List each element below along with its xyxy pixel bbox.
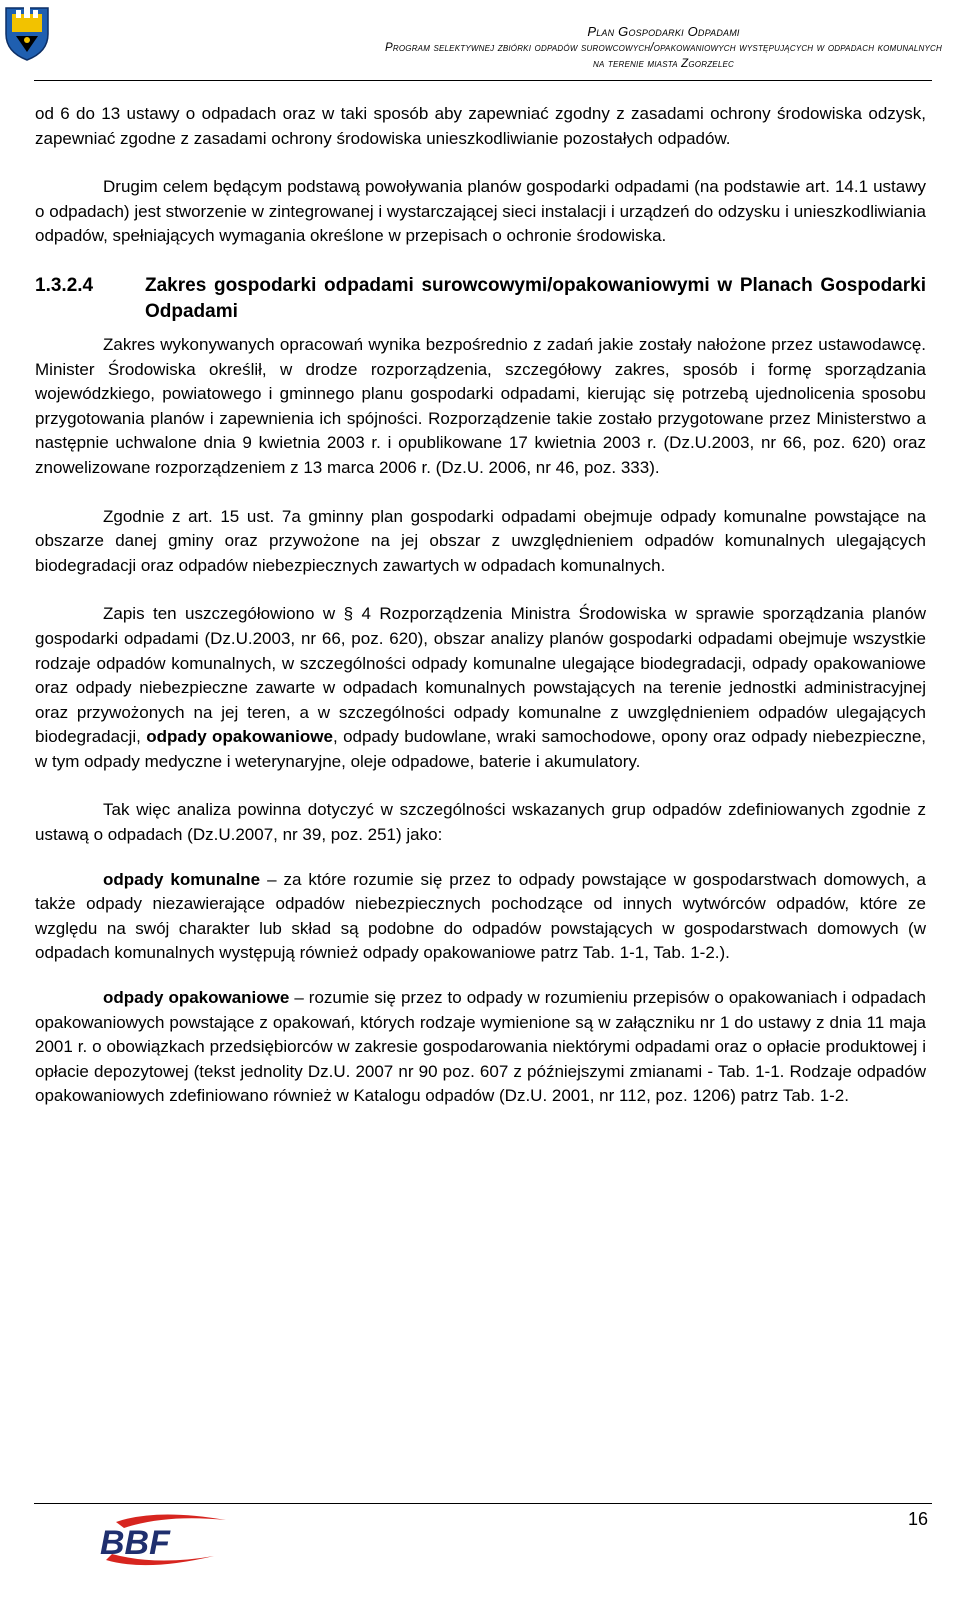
section-number: 1.3.2.4 [35,274,94,296]
footer-divider [34,1503,932,1504]
term-packaging-waste: odpady opakowaniowe [103,988,290,1008]
definition-municipal-waste-text: – za które rozumie się przez to odpady powstające w gospodarstwach domowych, a także odpady niezawierające odpadów niebezpiecznych pochodzące od innych wytwórców odpadów, które ze względu na swój charakter lub skład są podobne do odpadów powstających w gospodarstwach domowych (w odpadach komunalnych występują również odpady opakowaniowe patrz Tab. 1-1, Tab. 1-2.). [35,869,926,963]
paragraph-6: Tak więc analiza powinna dotyczyć w szczególności wskazanych grup odpadów zdefiniowanych zgodnie z ustawą o odpadach (Dz.U.2007, nr 39, poz. 251) jako: [35,800,926,845]
document-body [35,102,926,1133]
city-crest-icon [2,0,52,62]
section-heading [35,273,926,325]
header-title: Plan Gospodarki Odpadami [587,24,740,39]
paragraph-2: Drugim celem będącym podstawą powoływania planów gospodarki odpadami (na podstawie art. 14.1 ustawy o odpadach) jest stworzenie w zintegrowanej i wystarczającej sieci instalacji i urządzeń do odzysku i unieszkodliwiania odpadów, spełniających wymagania określone w przepisach o ochronie środowiska. [35,177,926,246]
header-subtitle-1: Program selektywnej zbiórki odpadów surowcowych/opakowaniowych występujących w odpadach komunalnych [385,42,942,54]
paragraph-5-bold: odpady opakowaniowe [146,727,333,747]
header-subtitle-2: na terenie miasta Zgorzelec [593,58,734,70]
header-divider [34,80,932,81]
definition-packaging-waste-text: – rozumie się przez to odpady w rozumieniu przepisów o opakowaniach i odpadach opakowaniowych powstające z opakowań, których rodzaje wymienione są w załączniku nr 1 do ustawy z dnia 11 maja 2001 r. o obowiązkach przedsiębiorców w zakresie gospodarowania niektórymi odpadami oraz o opłacie produktowej i opłacie depozytowej (tekst jednolity Dz.U. 2007 nr 90 poz. 607 z późniejszymi zmianami - Tab. 1-1. Rodzaje odpadów opakowaniowych zdefiniowano również w Katalogu odpadów (Dz.U. 2001, nr 112, poz. 1206) patrz Tab. 1-2. [35,988,926,1106]
term-municipal-waste: odpady komunalne [103,869,261,889]
section-title: Zakres gospodarki odpadami surowcowymi/opakowaniowymi w Planach Gospodarki Odpadami [145,274,926,322]
paragraph-1: od 6 do 13 ustawy o odpadach oraz w taki sposób aby zapewniać zgodny z zasadami ochrony środowiska odzysk, zapewniać zgodne z zasadami ochrony środowiska unieszkodliwianie pozostałych odpadów. [35,104,926,148]
page-header [0,0,960,82]
logo-text: BBF [100,1524,170,1562]
bbf-logo-icon [86,1510,236,1572]
paragraph-5-text-a: Zapis ten uszczegółowiono w § 4 Rozporządzenia Ministra Środowiska w sprawie sporządzania planów gospodarki odpadami (Dz.U.2003, nr 66, poz. 620), obszar analizy planów gospodarki odpadami obejmuje wszystkie rodzaje odpadów komunalnych, w szczególności odpady komunalne ulegające biodegradacji, odpady opakowaniowe oraz odpady niebezpieczne zawarte w odpadach komunalnych powstających na terenie jednostki administracyjnej oraz przywożonych na jej teren, a w szczególności odpady komunalne z uwzględnieniem odpadów ulegających biodegradacji, [35,604,926,747]
definition-municipal-waste [35,868,926,966]
paragraph-3: Zakres wykonywanych opracowań wynika bezpośrednio z zadań jakie zostały nałożone przez ustawodawcę. Minister Środowiska określił, w drodze rozporządzenia, szczegółowy zakres, sposób i formę sporządzania wojewódzkiego, powiatowego i gminnego planu gospodarki odpadami, kierując się potrzebą ujednolicenia sposobu przygotowania planów i zapewnienia ich spójności. Rozporządzenie takie zostało przygotowane przez Ministerstwo a następnie uchwalone dnia 9 kwietnia 2003 r. i opublikowane 17 kwietnia 2003 r. (Dz.U.2003, nr 66, poz. 620) oraz znowelizowane rozporządzeniem z 13 marca 2006 r. (Dz.U. 2006, nr 46, poz. 333). [35,334,926,477]
page-number: 16 [907,1509,928,1529]
header-text [385,24,942,72]
paragraph-5 [35,602,926,774]
paragraph-5-text-b: , odpady budowlane, wraki samochodowe, opony oraz odpady niebezpieczne, w tym odpady medyczne i weterynaryjne, oleje odpadowe, baterie i akumulatory. [35,727,926,771]
paragraph-4: Zgodnie z art. 15 ust. 7a gminny plan gospodarki odpadami obejmuje odpady komunalne powstające na obszarze danej gminy oraz przywożone na jej obszar z uwzględnieniem odpadów komunalnych ulegających biodegradacji oraz odpadów niebezpiecznych zawartych w odpadach komunalnych. [35,506,926,575]
definition-packaging-waste [35,986,926,1109]
